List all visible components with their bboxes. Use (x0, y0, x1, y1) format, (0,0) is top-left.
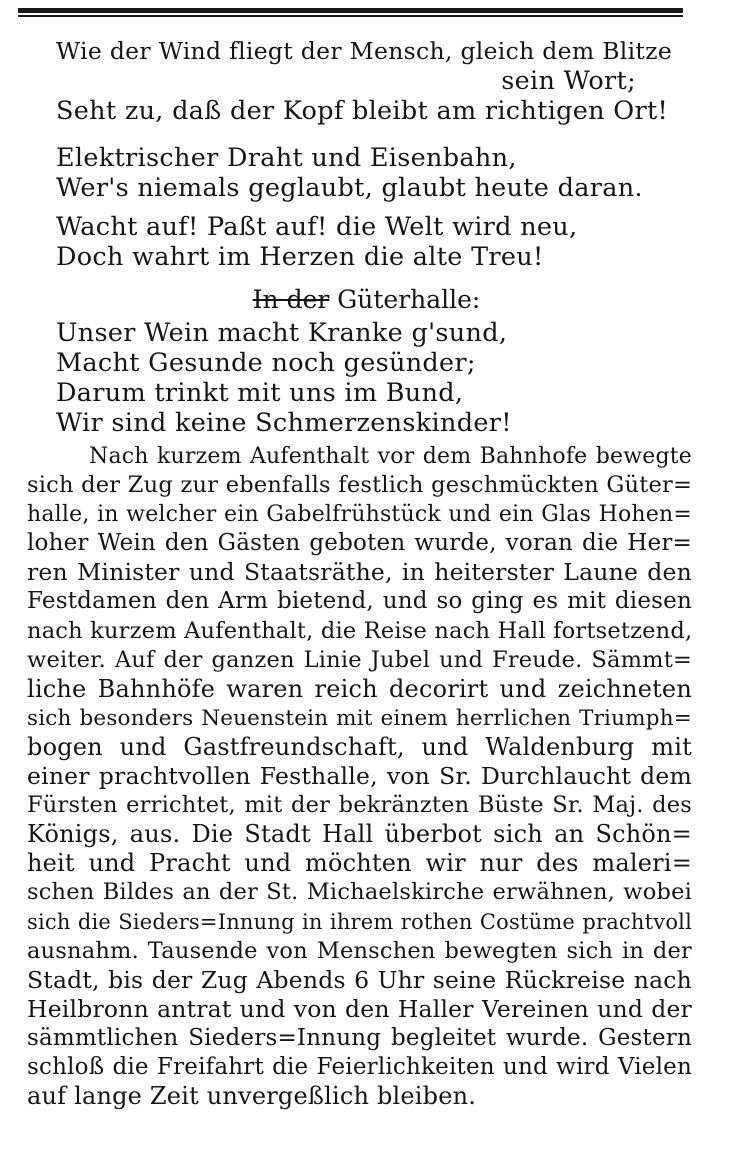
paragraph-line: schloß die Freifahrt die Feierlichkeiten und wird Vielen (27, 1053, 692, 1080)
paragraph-line: loher Wein den Gästen geboten wurde, voran die Her= (27, 530, 692, 557)
paragraph-line: Nach kurzem Aufenthalt vor dem Bahnhofe bewegte (89, 444, 692, 469)
paragraph-line: nach kurzem Aufenthalt, die Reise nach Hall fortsetzend, (27, 617, 693, 644)
paragraph-line: halle, in welcher ein Gabelfrühstück und ein Glas Hohen= (27, 502, 692, 528)
section-heading (0, 286, 733, 314)
verse-stanza-4 (56, 318, 676, 438)
paragraph-line: ren Minister und Staatsräthe, in heiterster Laune den (27, 558, 692, 587)
paragraph-line: Königs, aus. Die Stadt Hall überbot sich an Schön= (27, 820, 692, 849)
paragraph-line: sich die Sieders=Innung in ihrem rothen Costüme prachtvoll (27, 909, 692, 934)
verse-stanza-3 (56, 212, 676, 272)
top-rule-thin (18, 15, 683, 17)
paragraph-line: schen Bildes an der St. Michaelskirche erwähnen, wobei (27, 879, 692, 906)
verse-line: Seht zu, daß der Kopf bleibt am richtigen Ort! (56, 96, 669, 126)
verse-line: Wie der Wind fliegt der Mensch, gleich dem Blitze (56, 37, 673, 65)
verse-stanza-2 (56, 143, 676, 203)
verse-line: Unser Wein macht Kranke g'sund, (56, 318, 508, 348)
paragraph-line: auf lange Zeit unvergeßlich bleiben. (27, 1082, 477, 1111)
top-rule (18, 8, 683, 13)
verse-line: Macht Gesunde noch gesünder; (56, 348, 476, 378)
paragraph-line: Festdamen den Arm bietend, und so ging es mit diesen (27, 588, 692, 615)
paragraph-line: sämmtlichen Sieders=Innung begleitet wurde. Gestern (27, 1024, 692, 1051)
paragraph-line: liche Bahnhöfe waren reich decorirt und zeichneten (27, 674, 692, 703)
paragraph-line: bogen und Gastfreundschaft, und Waldenburg mit (27, 732, 692, 761)
paragraph-line: heit und Pracht und möchten wir nur des maleri= (27, 849, 692, 878)
paragraph-line: sich der Zug zur ebenfalls festlich geschmückten Güter= (27, 472, 692, 499)
paragraph-line: ausnahm. Tausende von Menschen bewegten sich in der (27, 937, 692, 964)
paragraph-line: einer prachtvollen Festhalle, von Sr. Durchlaucht dem (27, 762, 692, 791)
heading-struck-text: In der (252, 285, 330, 314)
paragraph-line: Heilbronn antrat und von den Haller Vereinen und der (27, 994, 692, 1023)
verse-line: Wir sind keine Schmerzenskinder! (56, 408, 512, 438)
paragraph-line: weiter. Auf der ganzen Linie Jubel und Freude. Sämmt= (27, 646, 692, 673)
verse-line: Elektrischer Draht und Eisenbahn, (56, 143, 517, 173)
verse-stanza-1 (56, 36, 676, 126)
verse-line: Darum trinkt mit uns im Bund, (56, 378, 464, 408)
article-paragraph (27, 442, 692, 1111)
verse-line: sein Wort; (501, 66, 636, 96)
paragraph-line: Stadt, bis der Zug Abends 6 Uhr seine Rückreise nach (27, 965, 692, 994)
paragraph-line: Fürsten errichtet, mit der bekränzten Büste Sr. Maj. des (27, 792, 692, 819)
heading-text: Güterhalle: (329, 285, 481, 314)
verse-line: Wacht auf! Paßt auf! die Welt wird neu, (56, 212, 578, 242)
paragraph-line: sich besonders Neuenstein mit einem herrlichen Triumph= (27, 705, 692, 731)
verse-line: Doch wahrt im Herzen die alte Treu! (56, 242, 544, 272)
verse-line: Wer's niemals geglaubt, glaubt heute daran. (56, 173, 643, 203)
